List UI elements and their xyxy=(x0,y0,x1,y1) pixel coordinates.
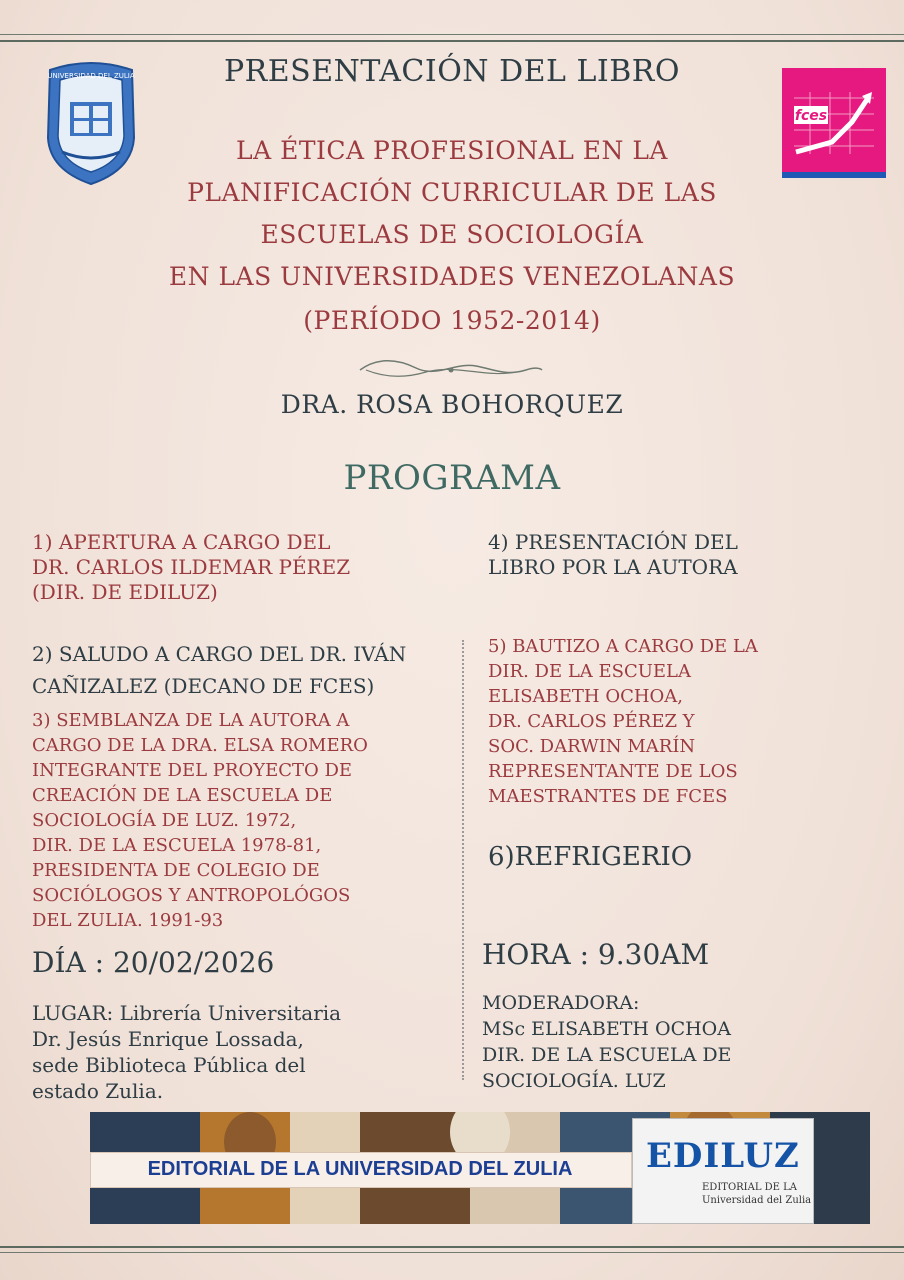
top-border-thick xyxy=(0,40,904,42)
location-line-2: Dr. Jesús Enrique Lossada, xyxy=(32,1027,304,1051)
bottom-border-thin xyxy=(0,1252,904,1253)
program-item-5-line-4: DR. CARLOS PÉREZ Y xyxy=(488,711,695,732)
moderator-line-2: MSc ELISABETH OCHOA xyxy=(482,1018,731,1040)
top-border-thin xyxy=(0,34,904,35)
luz-seal-text: UNIVERSIDAD DEL ZULIA xyxy=(47,72,135,80)
program-item-3-line-7: PRESIDENTA DE COLEGIO DE xyxy=(32,860,320,881)
moderator-line-4: SOCIOLOGÍA. LUZ xyxy=(482,1070,666,1092)
book-title-line-3: ESCUELAS DE SOCIOLOGÍA xyxy=(260,220,644,249)
program-item-2-line-1: 2) SALUDO A CARGO DEL DR. IVÁN xyxy=(32,642,407,666)
programa-heading: PROGRAMA xyxy=(343,458,561,498)
program-item-3-line-4: CREACIÓN DE LA ESCUELA DE xyxy=(32,785,333,806)
program-item-5-line-7: MAESTRANTES DE FCES xyxy=(488,786,728,807)
program-item-1-line-3: (DIR. DE EDILUZ) xyxy=(32,580,218,604)
program-item-6: 6)REFRIGERIO xyxy=(488,842,693,872)
program-item-3-line-3: INTEGRANTE DEL PROYECTO DE xyxy=(32,760,353,781)
location-line-4: estado Zulia. xyxy=(32,1079,164,1103)
author-name: DRA. ROSA BOHORQUEZ xyxy=(280,390,624,419)
program-item-2-line-2: CAÑIZALEZ (DECANO DE FCES) xyxy=(32,674,375,698)
bottom-border-thick xyxy=(0,1246,904,1248)
book-title-line-2: PLANIFICACIÓN CURRICULAR DE LAS xyxy=(187,178,717,207)
fces-logo-text: fces xyxy=(794,108,828,124)
program-item-1-line-2: DR. CARLOS ILDEMAR PÉREZ xyxy=(32,555,351,579)
ediluz-logo-sub1: EDITORIAL DE LA xyxy=(702,1182,798,1193)
program-item-5-line-2: DIR. DE LA ESCUELA xyxy=(488,661,692,682)
program-item-3-line-1: 3) SEMBLANZA DE LA AUTORA A xyxy=(32,710,350,731)
program-item-4-line-1: 4) PRESENTACIÓN DEL xyxy=(488,530,738,554)
event-time: HORA : 9.30AM xyxy=(482,938,710,971)
program-item-5-line-3: ELISABETH OCHOA, xyxy=(488,686,684,707)
location-label: LUGAR: xyxy=(32,1001,114,1025)
program-item-5-line-5: SOC. DARWIN MARÍN xyxy=(488,736,696,757)
program-item-3-line-6: DIR. DE LA ESCUELA 1978-81, xyxy=(32,835,322,856)
program-item-5 xyxy=(488,634,758,809)
event-date: DÍA : 20/02/2026 xyxy=(32,946,275,979)
column-divider xyxy=(462,640,464,1080)
book-title-line-5: (PERÍODO 1952-2014) xyxy=(303,306,601,335)
program-item-3-line-5: SOCIOLOGÍA DE LUZ. 1972, xyxy=(32,810,297,831)
program-item-4-line-2: LIBRO POR LA AUTORA xyxy=(488,555,738,579)
program-item-5-line-6: REPRESENTANTE DE LOS xyxy=(488,761,738,782)
moderator-line-3: DIR. DE LA ESCUELA DE xyxy=(482,1044,732,1066)
location-line-3: sede Biblioteca Pública del xyxy=(32,1053,306,1077)
program-item-4 xyxy=(488,530,738,580)
footer-banner xyxy=(90,1112,870,1224)
ediluz-logo-word: EDILUZ xyxy=(646,1136,800,1176)
editorial-name: EDITORIAL DE LA UNIVERSIDAD DEL ZULIA xyxy=(147,1158,573,1180)
ediluz-logo-sub2: Universidad del Zulia xyxy=(702,1195,812,1206)
event-location xyxy=(32,1000,341,1104)
program-item-5-line-1: 5) BAUTIZO A CARGO DE LA xyxy=(488,636,758,657)
event-title: PRESENTACIÓN DEL LIBRO xyxy=(223,54,680,89)
moderator-block xyxy=(482,990,731,1094)
program-item-1-line-1: 1) APERTURA A CARGO DEL xyxy=(32,530,331,554)
program-item-3-line-8: SOCIÓLOGOS Y ANTROPOLÓGOS xyxy=(32,885,351,906)
book-title-line-4: EN LAS UNIVERSIDADES VENEZOLANAS xyxy=(168,262,736,291)
moderator-line-1: MODERADORA: xyxy=(482,992,640,1014)
book-title-line-1: LA ÉTICA PROFESIONAL EN LA xyxy=(236,136,668,165)
program-item-3-line-9: DEL ZULIA. 1991-93 xyxy=(32,910,224,931)
program-item-1 xyxy=(32,530,350,605)
program-item-3 xyxy=(32,708,368,933)
program-item-2 xyxy=(32,638,406,702)
flourish-ornament xyxy=(356,356,546,384)
location-line-1: Librería Universitaria xyxy=(119,1001,342,1025)
program-item-3-line-2: CARGO DE LA DRA. ELSA ROMERO xyxy=(32,735,368,756)
